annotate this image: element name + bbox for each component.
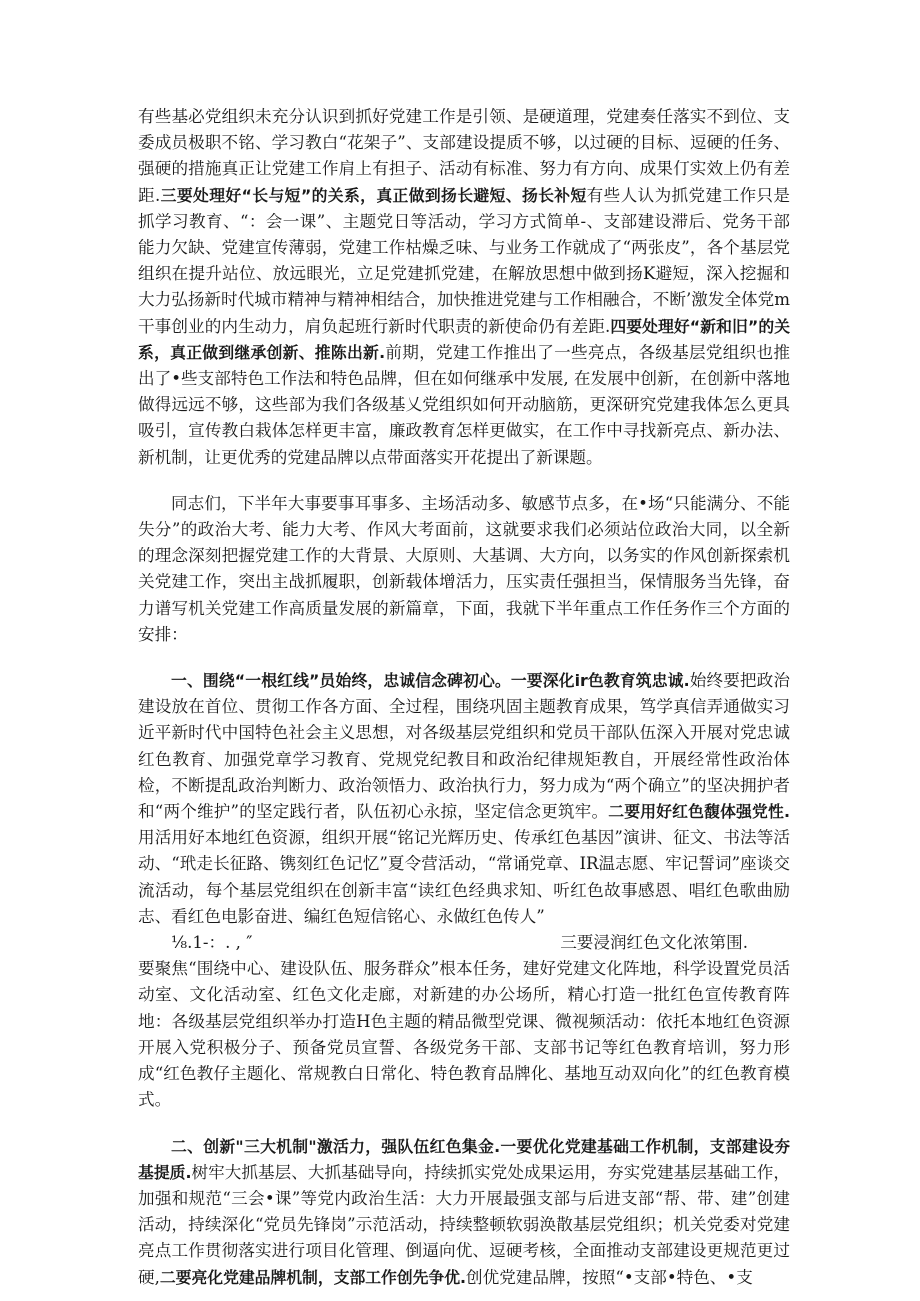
- paragraph-3-text-2: 用活用好本地红色资源，组织开展“铭记光辉历史、传承红色基因”演讲、征文、书法等活动、“玳走长征路、镌刻红色记忆”夏令营活动，“常诵党章、IR温志愿、牢记誓词”座谈交流活动，每个基层党组织在创新丰富“读红色经典求知、听红色故事感恩、唱红色歌曲励志、看红色电影奋进、编红色短信铭心、永做红色传人”: [138, 828, 790, 926]
- paragraph-1-heading-4: 四要处理好“新和旧”的关系，真正做到继承创新、推陈出新.: [138, 316, 790, 362]
- section-2-subheading-2: 二要亮化党建品牌机制，支部工作创先争优.: [159, 1267, 467, 1287]
- paragraph-1-text-1: 有些基必党组织未充分认识到抓好党建工作是引领、是硬道理，党建奏任落实不到位、支委成员极职不铭、学习教白“花架子”、支部建设提质不够，以过硬的目标、逗硬的任务、强硬的措施真正让党建工作肩上有担子、活动有标准、努力有方向、成果仃实效上仍有差距.: [138, 107, 790, 205]
- paragraph-4: [138, 1134, 790, 1291]
- section-1-subheading-2: 二要用好红色馥体强党性.: [608, 802, 790, 822]
- paragraph-1-heading-3: 三要处理好“长与短”的关系，真正做到扬长避短、扬长补短: [160, 185, 587, 205]
- paragraph-3-text-1: 始终要把政治建设放在首位、贯彻工作各方面、全过程，围绕巩固主题教育成果，笃学真信弄通做实习近平新时代中国特色社会主义思想，对各级基层党组织和党员干部队伍深入开展对党忠诚红色教育、加强党章学习教育、党规党纪教目和政治纪律规矩教自，开展经常性政治体检，不断提乱政治判断力、政治领悟力、政治执行力，努力成为“两个确立”的坚决拥护者和“两个维护”的坚定践行者，队伍初心永掠，坚定信念更筑牢。: [138, 671, 790, 822]
- paragraph-3-continued: [138, 956, 790, 1113]
- section-2-heading: 二、创新"三大机制"激活力，强队伍红色集金.一要优化党建基础工作机制，支部建设夯基提质.: [138, 1136, 790, 1182]
- garbled-line-left: ⅛.1-：. , ″: [171, 933, 253, 953]
- document-page: [138, 104, 790, 1291]
- paragraph-4-text-1: 树牢大抓基层、大抓基础导向，持续抓实党处成果运用，夯实党建基层基础工作，加强和规范“三会•课”等党内政治生活：大力开展最强支部与后进支部“帮、带、建”创建活动，持续深化“党员先锋岗”示范活动，持续整顿软弱涣散基层党组织；机关党委对党建亮点工作贯彻落实进行项目化管理、倒逼向优、逗硬考核，全面推动支部建设更规范更过硬,: [138, 1162, 790, 1287]
- paragraph-gap: [138, 648, 790, 668]
- section-1-heading: 一、围绕“一根红线”员始终，忠诚信念碑初心。一要深化ir色教育筑忠诚.: [171, 671, 690, 691]
- garbled-line: [138, 930, 790, 956]
- paragraph-3-text-3: 要聚焦“围绕中心、建设队伍、服务群众”根本任务，建好党建文化阵地，科学设置党员活动室、文化活动室、红色文化走廊，对新建的办公场所，精心打造一批红色宣传教育阵地：各级基层党组织举办打造H色主题的精品微型党课、微视频活动：依托本地红色资源开展入党积极分子、预备党员宣誓、各级党务干部、支部书记等红色教育培训，努力形成“红色教仔主题化、常规教白日常化、特色教育品牌化、基地互动双向化”的红色教育模式。: [138, 959, 790, 1110]
- paragraph-gap: [138, 471, 790, 491]
- paragraph-3: [138, 668, 790, 930]
- paragraph-gap: [138, 1114, 790, 1134]
- paragraph-4-text-2: 创优党建品牌，按照“•支部•特色、•支: [466, 1267, 753, 1287]
- paragraph-2: [138, 491, 790, 648]
- section-1-subheading-3: 三要浸润红色文化浓第围.: [560, 933, 748, 953]
- paragraph-1-text-3: 前期，党建工作推出了一些亮点，各级基层党组织也推出了•些支部特色工作法和特色品牌，但在如何继承中发展, 在发展中创新，在创新中落地做得远远不够，这些部为我们各级基乂党组织如何开动脑筋，更深研究党建我体怎么更具吸引，宣传教白栽体怎样更丰富，廉政教育怎样更做实，在工作中寻找新亮点、新办法、新机制，让更优秀的党建品牌以点带面落实开花提出了新课题。: [138, 342, 790, 467]
- paragraph-1: [138, 104, 790, 471]
- paragraph-1-text-2: 有些人认为抓党建工作只是抓学习教育、“：会一课”、主题党日等活动，学习方式简单-、支部建设滞后、党务干部能力欠缺、党建宣传薄弱，党建工作枯燥乏味、与业务工作就成了“两张皮”，各个基层党组织在提升站位、放远眼光，立足党建抓党建，在解放思想中做到扬K避短，深入挖掘和大力弘扬新时代城市精神与精神相结合，加快推进党建与工作相融合，不断’激发全体党m干事创业的内生动力，肩负起班行新时代职责的新使命仍有差距.: [138, 185, 791, 336]
- paragraph-2-text-1: 同志们，下半年大事要事耳事多、主场活动多、敏感节点多，在•场“只能满分、不能失分”的政治大考、能力大考、作风大考面前，这就要求我们必须站位政治大同，以全新的理念深刻把握党建工作的大背景、大原则、大基调、大方向，以务实的作风创新探索机关党建工作，突出主战抓履职，创新载体增活力，压实责任强担当，保情服务当先锋，奋力谱写机关党建工作高质量发展的新篇章，下面，我就下半年重点工作任务作三个方面的安排：: [138, 493, 790, 644]
